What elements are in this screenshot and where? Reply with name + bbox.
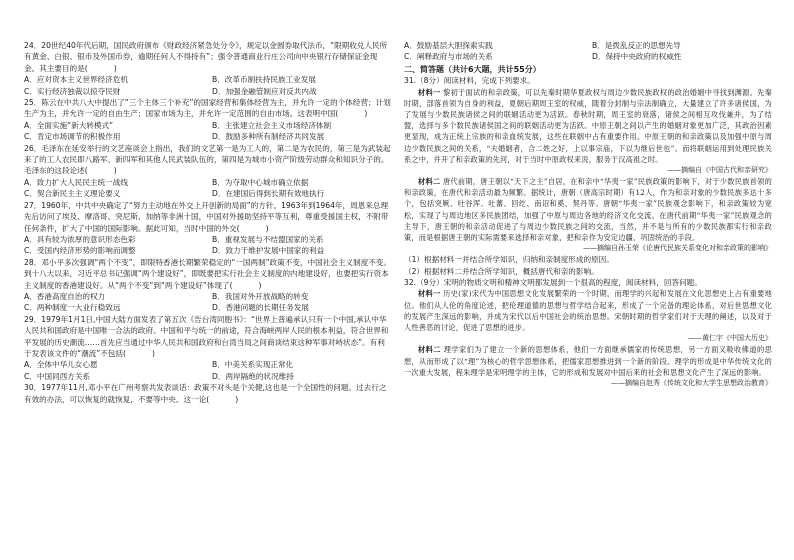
option-c: C．契合新民主主义理论要义 (24, 189, 121, 199)
option-c: C．中国同西方关系 (24, 371, 91, 381)
option-list (24, 74, 392, 97)
material-2: 材料二 理学家们为了建立一个新的思想体系，他们一方面继承儒家的传统思想，另一方面又吸收佛道的思想，从而形成了以“理”为核心的哲学思想体系，把儒家思想推进到一个新的阶段。理学的形成是中华传统文化的一次重大发展，程朱理学是宋明理学的主体，它的形成和发展对中国后来的社会和思想文化产生了深远的影响。 (404, 345, 772, 377)
question-stem: 30．1977年11月,邓小平在广州考察共发表谈话：政策不对头是个关健,这也是一个全国性的问题。过去行之有效的办法，可以恢复的就恢复，不要等中央。这一论( (24, 383, 387, 404)
question-stem: 25．陈云在中共八大中提出了“三个主体三个补充”的国家经营和集体经营为主，并允许一定的个体经营；计划生产为主，并允许一定的自由生产；国家市场为主，并允许一定范围的自由市场。这表明中国( (24, 98, 391, 119)
option-b: B．中美关系实现正常化 (212, 360, 294, 370)
option-c: C．受国内经济形势的影响而调整 (24, 246, 136, 256)
section-title: 二、简答题（共计6大题，共计55分） (404, 64, 541, 74)
question-31 (404, 75, 772, 277)
material-source: ——摘编自赵秀《传统文化和大学生思想政治教育》 (611, 378, 772, 387)
option-d: D．致力于维护发展中国家的利益 (212, 246, 325, 256)
option-a: A．致力扩大人民民主统一战线 (24, 177, 128, 187)
option-d: D．两岸隔绝的状况维持 (212, 371, 294, 381)
option-d: D．鼓励多种所有制经济共同发展 (212, 132, 325, 142)
option-a: A．香港高度自治的权力 (24, 291, 106, 301)
option-b: B．主张建立社会主义市场经济体制 (212, 120, 332, 130)
option-a: A．全体中华儿女心愿 (24, 360, 98, 370)
option-c: C．实行经济独裁以掠夺民财 (24, 86, 121, 96)
question-27: 27．1960年，中共中央确定了“努力主动地在外交上开创新的局面”的方针。1963年到1964年，周恩来总理先后访问了埃及、摩洛哥、突尼斯、加纳等非洲十国，中国对外援助坚持平等互利，尊重受援国主权，不附带任何条件，扩大了中国的国际影响。据此可知，当时中国的外交( ) A．具有较为浓厚的意识形态色彩 B．重视发展与不结盟国家的关系 C．受国内经济形势的影响而调整 D．致力于维护发展中国家的利益 (24, 200, 392, 257)
right-column (404, 40, 772, 389)
material-1: 材料一 黎初于面试的和亲政策，可以先秦时期华夏政权与周边少数民族政权的政治婚姻中寻找到渊源。先秦时期，部落首领为自身的利益，夏朝后期周王室的权威，随着分封制与宗法制确立，大量建立了许多诸侯国，为了发展与少数民族诸侯之间的联姻活动更为活跃。春秋时期，周王室的衰落，诸侯之间相互攻伐兼并，为了结盟，选择与多个数民族诸侯国之间的联姻活动更为活跃。中原王朝之间以产生的婚姻对象更加广泛，其政治因素更显现，成为正统上宗族的和亲血统发展，这些在联姻中占有重要作用。中原王朝的和亲政策以及加强中原与周边少数民族之间的关系，“夫婚姻者，合二姓之好，上以事宗庙，下以为继后世也”。而将联姻运用到处理民族关系之中，并开了和亲政策的先河，对于当时中原政权来说，服务于汉高祖之时。 (404, 87, 772, 164)
question-28: 28．邓小平多次强调“两个不变”，即限特香港长期繁荣稳定的“一国两制”政策不变，中国社会主义制度不变。到十八大以来，习近平总书记强调“两个建设好”，即既要把实行社会主义制度的内地建设好，也要把实行资本主义制度的香港建设好。从“两个不变”到“两个建设好”体现了( ) A．香港高度自治的权力 B．我国对外开放战略的转变 C．两种制度一大业行稳致远 D．香港问题的长期任务发展 (24, 257, 392, 313)
option-d: D．加强金融管制应对反共内战 (212, 86, 317, 96)
option-list (24, 359, 392, 382)
option-c: C．两种制度一大业行稳致远 (24, 303, 121, 313)
question-stem: 31.（8分）阅读材料，完成下列要求。 (404, 76, 535, 86)
option-list-q30 (404, 40, 772, 63)
left-column (24, 40, 392, 405)
option-d: D．在建国后得到长期有效地执行 (212, 189, 325, 199)
question-stem: 26．毛泽东在延安举行的文艺座谈会上指出，我们的文艺第一是为工人的，第二是为农民的，第三是为武装起来了的工人农民即八路军、新四军和其他人民武装队伍的，第四是为城市小资产阶级劳动群众和知识分子的。毛泽东的这段论述( (24, 143, 391, 176)
option-b: B．改革币制扶持民族工业发展 (212, 75, 316, 85)
option-b: B．重视发展与不结盟国家的关系 (212, 234, 324, 244)
material-2: 材料二 唐代前期，唐王朝以“天下之主”自居，在和亲中“华夷一家”民族政策的影响下，对于少数民族首领的和亲政策，在唐代和亲活动最为频繁。据统计，唐朝（唐高宗时期）有12人，作为和亲对象的少数民族多达十多个，包括突厥、吐谷浑、吐蕃、回纥、南诏和奚、契丹等。唐朝“华夷一家”民族观念影响下，和亲政策较为宽松，实现了与周边地区多民族团结，加强了中原与周边各地的经济文化交流。在唐代前期“华夷一家”民族观念的主导下，唐王朝的和亲活动促进了与周边少数民族之间的交流，当然，并不是与所有的少数民族都实行和亲政策，而是根据唐王朝的实际需要来选择和亲对象，把和亲作为安定边疆、巩固统治的手段。 (404, 177, 772, 243)
option-b: B．为夺取中心城市确立依据 (212, 177, 309, 187)
option-list (24, 177, 392, 200)
option-c: C．肯定市场调节的积极作用 (24, 132, 121, 142)
material-1: 材料一 历史(家)宋代为中国思想文化发展繁荣的一个时期，而理学的兴起和发展在文化思想史上占有重要地位。他们从人伦的角度论述，把伦理道德的思想与哲学结合起来，形成了一个完备的理论体系，对后世思想文化的发展产生深远的影响，并成为宋代以后中国社会的统治思想。宋朝时期的哲学家们对于天理的阐述，以及对于人性善恶的讨论，促进了思想的进步。 (404, 289, 772, 333)
question-stem: 28．邓小平多次强调“两个不变”，即限特香港长期繁荣稳定的“一国两制”政策不变，中国社会主义制度不变。到十八大以来，习近平总书记强调“两个建设好”，即既要把实行社会主义制度的内地建设好，也要把实行资本主义制度的香港建设好。从“两个不变”到“两个建设好”体现了( (24, 257, 392, 290)
option-d: D．保持中央政府的权威性 (592, 52, 682, 62)
question-25: 25．陈云在中共八大中提出了“三个主体三个补充”的国家经营和集体经营为主，并允许一定的个体经营；计划生产为主，并允许一定的自由生产；国家市场为主，并允许一定范围的自由市场。这表明中国( ) A．全面实施“新大转模式” B．主张建立社会主义市场经济体制 C．肯定市场调节的积极作用 D．鼓励多种所有制经济共同发展 (24, 98, 391, 142)
option-a: A．鼓励基层大胆探索实践 (404, 41, 493, 50)
question-30: 30．1977年11月,邓小平在广州考察共发表谈话：政策不对头是个关健,这也是一个全国性的问题。过去行之有效的办法，可以恢复的就恢复，不要等中央。这一论( ) (24, 383, 387, 404)
question-29: 29．1979年1月1日,中国大陆方面发表了第五次《告台湾同胞书》：“世界上普遍承认只有一个中国,承认中华人民共和国政府是中国唯一合法的政府。中国和平与统一的前途，符合海峡两岸人民的根本利益，符合世界和平发展的历史潮流……首先应当通过中华人民共和国政府和台湾当局之间商谈结束这种军事对峙状态”。有利于发表该文件的“潮流”不包括( ) A．全体中华儿女心愿 B．中美关系实现正常化 C．中国同西方关系 D．两岸隔绝的状况维持 (24, 314, 392, 382)
option-b: B．我国对外开放战略的转变 (212, 291, 309, 301)
option-list (24, 234, 392, 257)
material-source: ——摘编自孙玉荣《论唐代民族关系变化对和亲政策的影响》 (583, 244, 772, 253)
question-24: 24．20世纪40年代后期，国民政府颁布《财政经济紧急处分令》，规定以金圆券取代法币，“限期收兑人民所有黄金、白银、银币及外国币券，逾期任何人不得持有”；强令普通商业行庄公司向中央银行存储保证金现金。其主要目的是( ) A．应对资本主义世界经济危机 B．改革币制扶持民族工业发展 C．实行经济独裁以掠夺民财 D．加强金融管制应对反共内战 (24, 40, 392, 97)
question-stem: 29．1979年1月1日,中国大陆方面发表了第五次《告台湾同胞书》：“世界上普遍承认只有一个中国,承认中华人民共和国政府是中国唯一合法的政府。中国和平与统一的前途，符合海峡两岸人民的根本利益，符合世界和平发展的历史潮流……首先应当通过中华人民共和国政府和台湾当局之间商谈结束这种军事对峙状态”。有利于发表该文件的“潮流”不包括( (24, 314, 389, 358)
material-source: ——摘编自《中国古代和亲研究》 (667, 166, 772, 175)
option-list (24, 291, 392, 314)
question-stem: 27．1960年，中共中央确定了“努力主动地在外交上开创新的局面”的方针。1963年到1964年，周恩来总理先后访问了埃及、摩洛哥、突尼斯、加纳等非洲十国，中国对外援助坚持平等互利，尊重受援国主权，不附带任何条件，扩大了中国的国际影响。据此可知，当时中国的外交( (24, 200, 389, 233)
option-c: C．阐释政府与市场的关系 (404, 52, 493, 62)
option-b: B．是拨乱反正的思想先导 (592, 41, 681, 50)
requirement-2: （2）根据材料二并结合所学知识，概括唐代和亲的影响。 (404, 266, 599, 276)
question-stem: 24．20世纪40年代后期，国民政府颁布《财政经济紧急处分令》，规定以金圆券取代法币，“限期收兑人民所有黄金、白银、银币及外国币券，逾期任何人不得持有”；强令普通商业行庄公司向中央银行存储保证金现金。其主要目的是( (24, 41, 388, 73)
question-26: 26．毛泽东在延安举行的文艺座谈会上指出，我们的文艺第一是为工人的，第二是为农民的，第三是为武装起来了的工人农民即八路军、新四军和其他人民武装队伍的，第四是为城市小资产阶级劳动群众和知识分子的。毛泽东的这段论述( ) A．致力扩大人民民主统一战线 B．为夺取中心城市确立依据 C．契合新民主主义理论要义 D．在建国后得到长期有效地执行 (24, 143, 391, 199)
question-32 (404, 277, 772, 389)
requirement-1: （1）根据材料一并结合所学知识，归纳和亲制度形成的原因。 (404, 255, 614, 265)
question-stem: 32.（9分）宋明的物质文明和精神文明都发展到一个很高的程度，阅读材料，回答问题。 (404, 278, 702, 288)
option-a: A．具有较为浓厚的意识形态色彩 (24, 234, 136, 244)
option-a: A．应对资本主义世界经济危机 (24, 75, 128, 85)
option-a: A．全面实施“新大转模式” (24, 120, 113, 130)
option-list (24, 120, 392, 143)
material-source: ——黄仁宇《中国大历史》 (688, 334, 772, 343)
option-d: D．香港问题的长期任务发展 (212, 303, 309, 313)
